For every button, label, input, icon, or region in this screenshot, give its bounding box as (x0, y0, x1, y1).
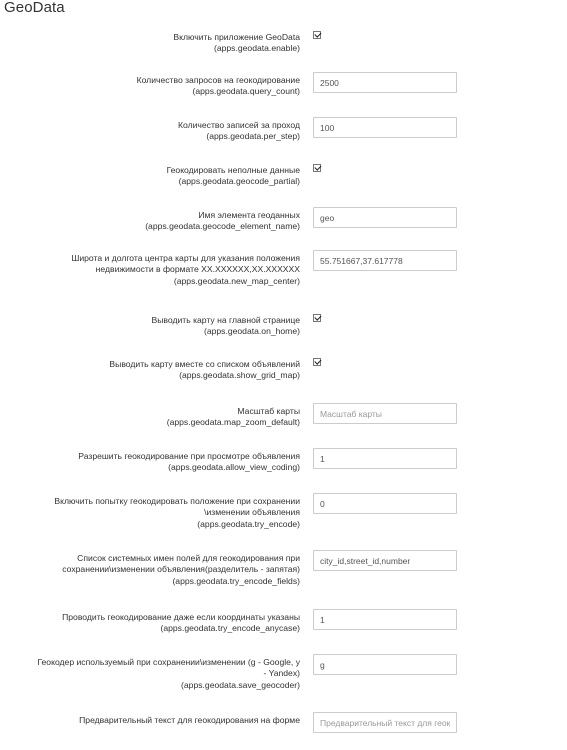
setting-label (0, 210, 300, 233)
on-home-checkbox[interactable] (313, 314, 321, 322)
setting-key: (apps.geodata.query_count) (192, 86, 300, 97)
setting-label-line: Масштаб карты (237, 406, 300, 416)
setting-key: (apps.geodata.on_home) (203, 326, 300, 337)
setting-label (0, 612, 300, 635)
query-count-input[interactable] (313, 72, 457, 93)
try-encode-anycase-input[interactable] (313, 609, 457, 630)
try-encode-input[interactable] (313, 493, 457, 514)
setting-label-line: Выводить карту на главной странице (151, 315, 300, 325)
setting-key: (apps.geodata.try_encode) (197, 518, 300, 529)
setting-label-line: Список системных имен полей для геокодирования при (77, 553, 300, 563)
page-title: GeoData (4, 0, 65, 16)
setting-label-line: Включить попытку геокодировать положение при сохранении (54, 496, 300, 506)
setting-label (0, 253, 300, 287)
setting-key: (apps.geodata.save_geocoder) (181, 679, 300, 690)
allow-view-coding-input[interactable] (313, 448, 457, 469)
setting-key: (apps.geodata.new_map_center) (173, 275, 300, 286)
setting-label-line: Имя элемента геоданных (198, 210, 300, 220)
setting-label (0, 75, 300, 98)
setting-label (0, 406, 300, 429)
setting-label-line: Широта и долгота центра карты для указания положения (71, 253, 300, 263)
setting-key: (apps.geodata.show_grid_map) (179, 370, 300, 381)
setting-label (0, 496, 300, 530)
setting-key: (apps.geodata.map_zoom_default) (166, 417, 300, 428)
setting-key: (apps.geodata.allow_view_coding) (168, 462, 300, 473)
setting-label-line: Количество записей за проход (177, 120, 300, 130)
setting-key: (apps.geodata.try_encode_anycase) (160, 623, 300, 634)
setting-key: (apps.geodata.enable) (213, 43, 300, 54)
setting-label-line: Разрешить геокодирование при просмотре объявления (78, 451, 300, 461)
setting-key: (apps.geodata.try_encode_fields) (172, 575, 300, 586)
setting-label (0, 165, 300, 188)
setting-label-line: Количество запросов на геокодирование (136, 75, 300, 85)
try-encode-fields-input[interactable] (313, 550, 457, 571)
setting-label-line: Геокодировать неполные данные (166, 165, 300, 175)
geocode-partial-checkbox[interactable] (313, 164, 321, 172)
setting-label (0, 32, 300, 55)
setting-key: (apps.geodata.per_step) (206, 131, 300, 142)
setting-label-line: сохранении\изменении объявления(разделитель - запятая) (62, 564, 300, 575)
geocode-prefix-text-input[interactable] (313, 712, 457, 733)
setting-label (0, 359, 300, 382)
geocode-element-name-input[interactable] (313, 207, 457, 228)
setting-label-line: Включить приложение GeoData (173, 32, 300, 42)
setting-label-line: - Yandex) (263, 668, 300, 679)
new-map-center-input[interactable] (313, 250, 457, 271)
per-step-input[interactable] (313, 117, 457, 138)
setting-label (0, 315, 300, 338)
setting-label (0, 657, 300, 691)
setting-key: (apps.geodata.geocode_partial) (178, 176, 300, 187)
setting-label (0, 715, 300, 726)
show-grid-map-checkbox[interactable] (313, 358, 321, 366)
save-geocoder-input[interactable] (313, 654, 457, 675)
setting-label (0, 553, 300, 587)
enable-checkbox[interactable] (313, 31, 321, 39)
setting-label-line: Проводить геокодирование даже если координаты указаны (62, 612, 300, 622)
setting-label-line: Выводить карту вместе со списком объявлений (109, 359, 300, 369)
setting-label (0, 451, 300, 474)
setting-label-line: недвижимости в формате XX.XXXXXX,XX.XXXXXX (95, 264, 300, 275)
setting-label (0, 120, 300, 143)
map-zoom-default-input[interactable] (313, 403, 457, 424)
setting-key: (apps.geodata.geocode_element_name) (145, 221, 300, 232)
setting-label-line: \изменении объявления (204, 507, 300, 518)
setting-label-line: Предварительный текст для геокодирования на форме (79, 715, 300, 725)
setting-label-line: Геокодер используемый при сохранении\изменении (g - Google, y (37, 657, 300, 667)
